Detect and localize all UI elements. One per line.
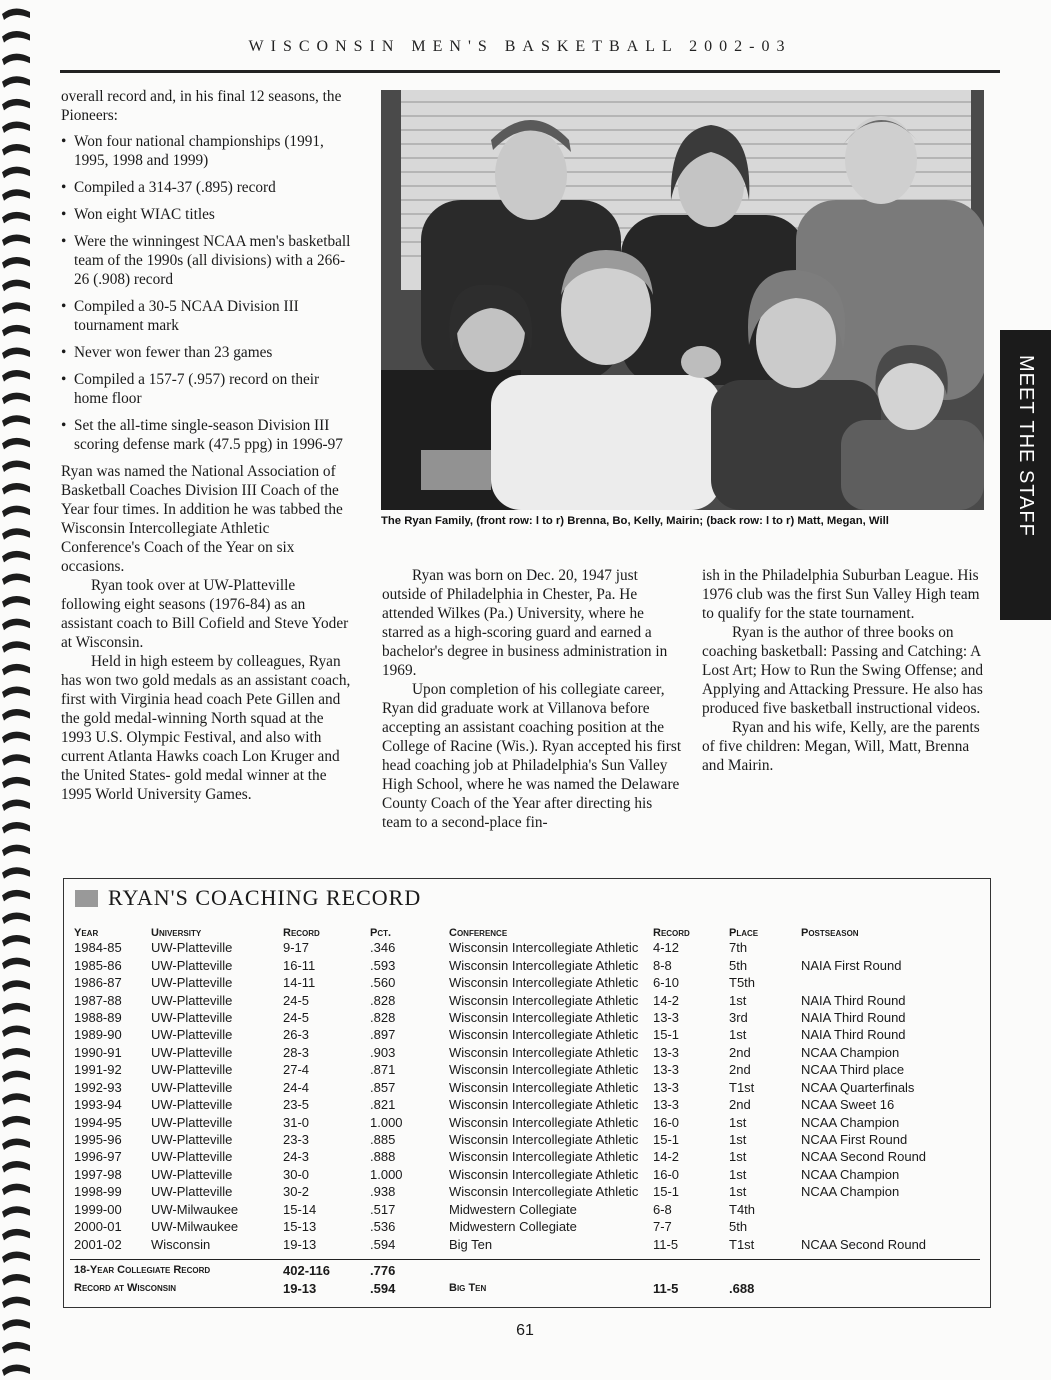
table-row [70, 1026, 980, 1043]
column-header-conf-record: Record [653, 927, 690, 939]
table-header-row [70, 922, 980, 939]
table-row [70, 1131, 980, 1148]
list-item: • Won eight WIAC titles [61, 205, 351, 224]
place-cell: 2nd [729, 1062, 751, 1078]
postseason-cell: NAIA Third Round [801, 1009, 906, 1025]
binding-coil [2, 799, 30, 811]
column-header-record: Record [283, 927, 320, 939]
binding-coil [2, 777, 30, 789]
binding-coil [2, 393, 30, 405]
postseason-cell: NCAA Third place [801, 1062, 905, 1078]
conf-record-cell: 14-2 [653, 992, 680, 1008]
conference-cell: Wisconsin Intercollegiate Athletic [449, 992, 639, 1008]
university-cell: UW-Platteville [151, 957, 233, 973]
table-row [70, 1218, 980, 1235]
table-row [70, 1113, 980, 1130]
paragraph: ish in the Philadelphia Suburban League. His 1976 club was the first Sun Valley High team to qualify for the state tournament. [702, 567, 980, 622]
list-item: • Won four national championships (1991, 1995, 1998 and 1999) [61, 132, 351, 170]
paragraph: Upon completion of his collegiate career, Ryan did graduate work at Villanova before accepting an assistant coaching position at the College of Racine (Wis.). Ryan accepted his first head coaching job at Philadelphia's Sun Valley High School, where he was named the Delaware County Coach of the Year after directing his team to a second-place fin- [382, 681, 682, 831]
pct-cell: .828 [370, 992, 396, 1008]
year-cell: 1997-98 [74, 1166, 122, 1182]
pct-cell: 1.000 [370, 1166, 403, 1182]
table-row [70, 991, 980, 1008]
conference-cell: Wisconsin Intercollegiate Athletic [449, 1184, 639, 1200]
table-row [70, 1235, 980, 1252]
conf-record-cell: 6-8 [653, 1201, 672, 1217]
university-cell: UW-Platteville [151, 1132, 233, 1148]
table-row [70, 974, 980, 991]
column-header-year: Year [74, 927, 99, 939]
year-cell: 1991-92 [74, 1062, 122, 1078]
binding-coil [2, 551, 30, 563]
conference-cell: Wisconsin Intercollegiate Athletic [449, 1062, 639, 1078]
conf-record-cell: 13-3 [653, 1079, 680, 1095]
conf-record-cell: 14-2 [653, 1149, 680, 1165]
binding-coil [2, 280, 30, 292]
photo-caption: The Ryan Family, (front row: l to r) Brenna, Bo, Kelly, Mairin; (back row: l to r) Matt, Megan, Will [381, 515, 889, 527]
university-cell: UW-Platteville [151, 975, 233, 991]
table-row [70, 1044, 980, 1061]
record-cell: 30-0 [283, 1166, 310, 1182]
place-cell: 1st [729, 1149, 747, 1165]
big-ten-total-label: Big Ten [449, 1282, 487, 1294]
postseason-cell: NCAA Second Round [801, 1149, 927, 1165]
binding-coil [2, 890, 30, 902]
spiral-binding [0, 0, 34, 1380]
column-header-postseason: Postseason [801, 927, 859, 939]
collegiate-total-pct: .776 [370, 1262, 396, 1278]
binding-coil [2, 302, 30, 314]
conference-cell: Big Ten [449, 1236, 493, 1252]
conference-cell: Wisconsin Intercollegiate Athletic [449, 1149, 639, 1165]
place-cell: T1st [729, 1236, 755, 1252]
conference-cell: Wisconsin Intercollegiate Athletic [449, 940, 639, 956]
conference-cell: Wisconsin Intercollegiate Athletic [449, 1079, 639, 1095]
place-cell: 1st [729, 1132, 747, 1148]
conf-record-cell: 4-12 [653, 940, 680, 956]
conference-cell: Wisconsin Intercollegiate Athletic [449, 1097, 639, 1113]
big-ten-total-record: 11-5 [653, 1280, 679, 1296]
binding-coil [2, 1025, 30, 1037]
year-cell: 1989-90 [74, 1027, 122, 1043]
record-cell: 9-17 [283, 940, 310, 956]
binding-coil [2, 1274, 30, 1286]
university-cell: UW-Milwaukee [151, 1201, 239, 1217]
body-column-3 [702, 566, 994, 775]
place-cell: 1st [729, 1027, 747, 1043]
university-cell: UW-Milwaukee [151, 1219, 239, 1235]
binding-coil [2, 980, 30, 992]
table-row [70, 1166, 980, 1183]
conf-record-cell: 16-0 [653, 1114, 680, 1130]
binding-coil [2, 1093, 30, 1105]
university-cell: UW-Platteville [151, 1079, 233, 1095]
conf-record-cell: 6-10 [653, 975, 680, 991]
record-cell: 30-2 [283, 1184, 310, 1200]
pct-cell: .828 [370, 1009, 396, 1025]
pct-cell: .560 [370, 975, 396, 991]
record-cell: 24-5 [283, 1009, 310, 1025]
body-column-1 [61, 87, 351, 804]
binding-coil [2, 1364, 30, 1376]
conference-cell: Wisconsin Intercollegiate Athletic [449, 1114, 639, 1130]
pct-cell: .594 [370, 1236, 396, 1252]
year-cell: 1996-97 [74, 1149, 122, 1165]
wisconsin-total-label: Record at Wisconsin [74, 1282, 177, 1294]
binding-coil [2, 1184, 30, 1196]
binding-coil [2, 1229, 30, 1241]
wisconsin-total-pct: .594 [370, 1280, 396, 1296]
university-cell: Wisconsin [151, 1236, 211, 1252]
year-cell: 1998-99 [74, 1184, 122, 1200]
place-cell: 2nd [729, 1044, 751, 1060]
university-cell: UW-Platteville [151, 1009, 233, 1025]
collegiate-total-record: 402-116 [283, 1262, 330, 1278]
pct-cell: .938 [370, 1184, 396, 1200]
binding-coil [2, 732, 30, 744]
paragraph: Held in high esteem by colleagues, Ryan has won two gold medals as an assistant coach, first with Virginia head coach Pete Gillen and the gold medal-winning North squad at the 1993 U.S. Olympic Festival, and also with current Atlanta Hawks coach Lon Kruger and the United States- gold medal winner at the 1995 World University Games. [61, 653, 351, 803]
table-row [70, 1009, 980, 1026]
binding-coil [2, 1206, 30, 1218]
record-cell: 27-4 [283, 1062, 310, 1078]
binding-coil [2, 1071, 30, 1083]
conf-record-cell: 15-1 [653, 1184, 680, 1200]
list-item: • Compiled a 314-37 (.895) record [61, 178, 351, 197]
record-cell: 16-11 [283, 957, 316, 973]
conference-cell: Wisconsin Intercollegiate Athletic [449, 1044, 639, 1060]
postseason-cell [797, 974, 980, 991]
university-cell: UW-Platteville [151, 940, 233, 956]
conf-record-cell: 13-3 [653, 1009, 680, 1025]
section-tab-label: MEET THE STAFF [1015, 355, 1037, 537]
conference-cell: Wisconsin Intercollegiate Athletic [449, 957, 639, 973]
conference-cell: Wisconsin Intercollegiate Athletic [449, 1132, 639, 1148]
year-cell: 1988-89 [74, 1009, 122, 1025]
pct-cell: .593 [370, 957, 396, 973]
record-cell: 19-13 [283, 1236, 317, 1252]
table-row [70, 956, 980, 973]
place-cell: 5th [729, 957, 748, 973]
binding-coil [2, 325, 30, 337]
pct-cell: .903 [370, 1044, 396, 1060]
column-header-conference: Conference [449, 927, 508, 939]
pct-cell: 1.000 [370, 1114, 403, 1130]
coaching-record-rows [70, 939, 980, 1253]
postseason-cell: NAIA Third Round [801, 992, 906, 1008]
record-cell: 26-3 [283, 1027, 310, 1043]
table-row [70, 1061, 980, 1078]
record-cell: 28-3 [283, 1044, 310, 1060]
conference-cell: Midwestern Collegiate [449, 1201, 577, 1217]
conf-record-cell: 13-3 [653, 1044, 680, 1060]
year-cell: 1985-86 [74, 957, 122, 973]
pct-cell: .857 [370, 1079, 396, 1095]
binding-coil [2, 167, 30, 179]
pct-cell: .536 [370, 1219, 396, 1235]
university-cell: UW-Platteville [151, 1184, 233, 1200]
binding-coil [2, 1251, 30, 1263]
binding-coil [2, 370, 30, 382]
year-cell: 1993-94 [74, 1097, 122, 1113]
coaching-record-title-text: RYAN'S COACHING RECORD [108, 885, 422, 910]
conf-record-cell: 16-0 [653, 1166, 680, 1182]
list-item: • Never won fewer than 23 games [61, 343, 351, 362]
running-header: WISCONSIN MEN'S BASKETBALL 2002-03 [248, 38, 792, 55]
university-cell: UW-Platteville [151, 1097, 233, 1113]
binding-coil [2, 596, 30, 608]
pct-cell: .888 [370, 1149, 396, 1165]
binding-coil [2, 347, 30, 359]
conf-record-cell: 15-1 [653, 1027, 680, 1043]
binding-coil [2, 121, 30, 133]
record-cell: 15-13 [283, 1219, 317, 1235]
year-cell: 1990-91 [74, 1044, 122, 1060]
wisconsin-total-record: 19-13 [283, 1280, 317, 1296]
postseason-cell: NCAA Second Round [801, 1236, 927, 1252]
binding-coil [2, 8, 30, 20]
university-cell: UW-Platteville [151, 1149, 233, 1165]
conf-record-cell: 11-5 [653, 1236, 679, 1252]
body-column-2 [382, 566, 682, 832]
pct-cell: .517 [370, 1201, 396, 1217]
table-row [70, 1183, 980, 1200]
university-cell: UW-Platteville [151, 1166, 233, 1182]
list-item: • Compiled a 30-5 NCAA Division III tournament mark [61, 297, 351, 335]
title-marker-icon [75, 890, 98, 907]
postseason-cell: NCAA Champion [801, 1114, 900, 1130]
table-row [70, 1260, 980, 1279]
place-cell: T1st [729, 1079, 755, 1095]
table-row [70, 1096, 980, 1113]
postseason-cell: NCAA Champion [801, 1184, 900, 1200]
table-row [70, 939, 980, 956]
record-cell: 31-0 [283, 1114, 310, 1130]
conference-cell: Wisconsin Intercollegiate Athletic [449, 975, 639, 991]
record-cell: 24-5 [283, 992, 310, 1008]
record-cell: 14-11 [283, 975, 316, 991]
binding-coil [2, 483, 30, 495]
year-cell: 1999-00 [74, 1201, 122, 1217]
paragraph: Ryan was born on Dec. 20, 1947 just outside of Philadelphia in Chester, Pa. He attended Wilkes (Pa.) University, where he starred as a high-scoring guard and earned a bachelor's degree in business administration in 1969. [382, 567, 668, 679]
postseason-cell [797, 1201, 980, 1218]
binding-coil [2, 686, 30, 698]
conference-cell: Midwestern Collegiate [449, 1219, 577, 1235]
coaching-record-table [70, 922, 980, 1253]
postseason-cell: NCAA Champion [801, 1044, 900, 1060]
binding-coil [2, 664, 30, 676]
binding-coil [2, 619, 30, 631]
binding-coil [2, 845, 30, 857]
paragraph: Ryan and his wife, Kelly, are the parents of five children: Megan, Will, Matt, Brenna and Mairin. [702, 719, 980, 774]
binding-coil [2, 460, 30, 472]
paragraph: Ryan is the author of three books on coaching basketball: Passing and Catching: A Lost Art; How to Run the Swing Offense; and Applying and Attacking Pressure. He also has produced five basketball instructional videos. [702, 624, 983, 717]
binding-coil [2, 438, 30, 450]
binding-coil [2, 415, 30, 427]
postseason-cell [797, 1218, 980, 1235]
binding-coil [2, 144, 30, 156]
postseason-cell: NCAA Champion [801, 1166, 900, 1182]
achievement-list [61, 132, 351, 454]
record-cell: 24-3 [283, 1149, 310, 1165]
binding-coil [2, 1003, 30, 1015]
postseason-cell [797, 939, 980, 956]
list-item: • Compiled a 157-7 (.957) record on their home floor [61, 370, 351, 408]
place-cell: 1st [729, 1166, 747, 1182]
year-cell: 2000-01 [74, 1219, 122, 1235]
binding-coil [2, 76, 30, 88]
record-cell: 24-4 [283, 1079, 310, 1095]
year-cell: 1984-85 [74, 940, 122, 956]
conference-cell: Wisconsin Intercollegiate Athletic [449, 1166, 639, 1182]
postseason-cell: NCAA First Round [801, 1132, 908, 1148]
record-cell: 15-14 [283, 1201, 317, 1217]
pct-cell: .871 [370, 1062, 396, 1078]
year-cell: 2001-02 [74, 1236, 122, 1252]
postseason-cell: NCAA Sweet 16 [801, 1097, 895, 1113]
conference-cell: Wisconsin Intercollegiate Athletic [449, 1027, 639, 1043]
record-cell: 23-3 [283, 1132, 310, 1148]
paragraph: Ryan took over at UW-Platteville following eight seasons (1976-84) as an assistant coach to Bill Cofield and Steve Yoder at Wisconsin. [61, 577, 349, 651]
binding-coil [2, 822, 30, 834]
binding-coil [2, 1161, 30, 1173]
table-row [70, 1278, 980, 1296]
binding-coil [2, 1342, 30, 1354]
conf-record-cell: 8-8 [653, 957, 672, 973]
binding-coil [2, 912, 30, 924]
paragraph: Ryan was named the National Association of Basketball Coaches Division III Coach of the Year four times. In addition he was tabbed the Wisconsin Intercollegiate Athletic Conference's Coach of the Year on six occasions. [61, 463, 343, 575]
table-row [70, 1079, 980, 1096]
conf-record-cell: 15-1 [653, 1132, 680, 1148]
binding-coil [2, 189, 30, 201]
place-cell: 7th [729, 940, 748, 956]
column-header-pct: Pct. [370, 927, 392, 939]
coaching-record-title [75, 885, 421, 911]
coaching-record-totals [70, 1259, 980, 1296]
binding-coil [2, 99, 30, 111]
university-cell: UW-Platteville [151, 992, 233, 1008]
pct-cell: .346 [370, 940, 396, 956]
place-cell: 1st [729, 1184, 747, 1200]
place-cell: 3rd [729, 1009, 748, 1025]
table-row [70, 1148, 980, 1165]
binding-coil [2, 1297, 30, 1309]
binding-coil [2, 1048, 30, 1060]
place-cell: 1st [729, 992, 747, 1008]
binding-coil [2, 234, 30, 246]
year-cell: 1995-96 [74, 1132, 122, 1148]
column-header-place: Place [729, 927, 759, 939]
university-cell: UW-Platteville [151, 1044, 233, 1060]
pct-cell: .885 [370, 1132, 396, 1148]
binding-coil [2, 54, 30, 66]
table-row [70, 1201, 980, 1218]
university-cell: UW-Platteville [151, 1114, 233, 1130]
list-item: • Were the winningest NCAA men's basketball team of the 1990s (all divisions) with a 266-26 (.908) record [61, 232, 351, 289]
binding-coil [2, 1138, 30, 1150]
university-cell: UW-Platteville [151, 1027, 233, 1043]
place-cell: 1st [729, 1114, 747, 1130]
binding-coil [2, 641, 30, 653]
place-cell: T4th [729, 1201, 756, 1217]
family-photo-illustration [381, 90, 984, 510]
binding-coil [2, 709, 30, 721]
column-header-university: University [151, 927, 202, 939]
pct-cell: .821 [370, 1097, 396, 1113]
header-rule [60, 70, 1000, 73]
pct-cell: .897 [370, 1027, 396, 1043]
year-cell: 1986-87 [74, 975, 122, 991]
section-tab [1000, 330, 1051, 620]
place-cell: T5th [729, 975, 756, 991]
binding-coil [2, 257, 30, 269]
binding-coil [2, 31, 30, 43]
binding-coil [2, 212, 30, 224]
conf-record-cell: 7-7 [653, 1219, 672, 1235]
binding-coil [2, 935, 30, 947]
postseason-cell: NCAA Quarterfinals [801, 1079, 915, 1095]
place-cell: 5th [729, 1219, 748, 1235]
university-cell: UW-Platteville [151, 1062, 233, 1078]
binding-coil [2, 867, 30, 879]
binding-coil [2, 958, 30, 970]
collegiate-total-label: 18-Year Collegiate Record [74, 1264, 211, 1276]
binding-coil [2, 506, 30, 518]
place-cell: 2nd [729, 1097, 751, 1113]
binding-coil [2, 1319, 30, 1331]
conf-record-cell: 13-3 [653, 1062, 680, 1078]
list-item: • Set the all-time single-season Division III scoring defense mark (47.5 ppg) in 1996-97 [61, 416, 351, 454]
family-photo [381, 90, 984, 510]
conf-record-cell: 13-3 [653, 1097, 680, 1113]
year-cell: 1994-95 [74, 1114, 122, 1130]
postseason-cell: NAIA First Round [801, 957, 902, 973]
binding-coil [2, 528, 30, 540]
page-number: 61 [516, 1322, 534, 1339]
binding-coil [2, 754, 30, 766]
year-cell: 1992-93 [74, 1079, 122, 1095]
postseason-cell: NAIA Third Round [801, 1027, 906, 1043]
big-ten-total-pct: .688 [729, 1280, 755, 1296]
binding-coil [2, 573, 30, 585]
conference-cell: Wisconsin Intercollegiate Athletic [449, 1009, 639, 1025]
binding-coil [2, 1116, 30, 1128]
intro-text: overall record and, in his final 12 seasons, the Pioneers: [61, 88, 342, 124]
year-cell: 1987-88 [74, 992, 122, 1008]
record-cell: 23-5 [283, 1097, 310, 1113]
